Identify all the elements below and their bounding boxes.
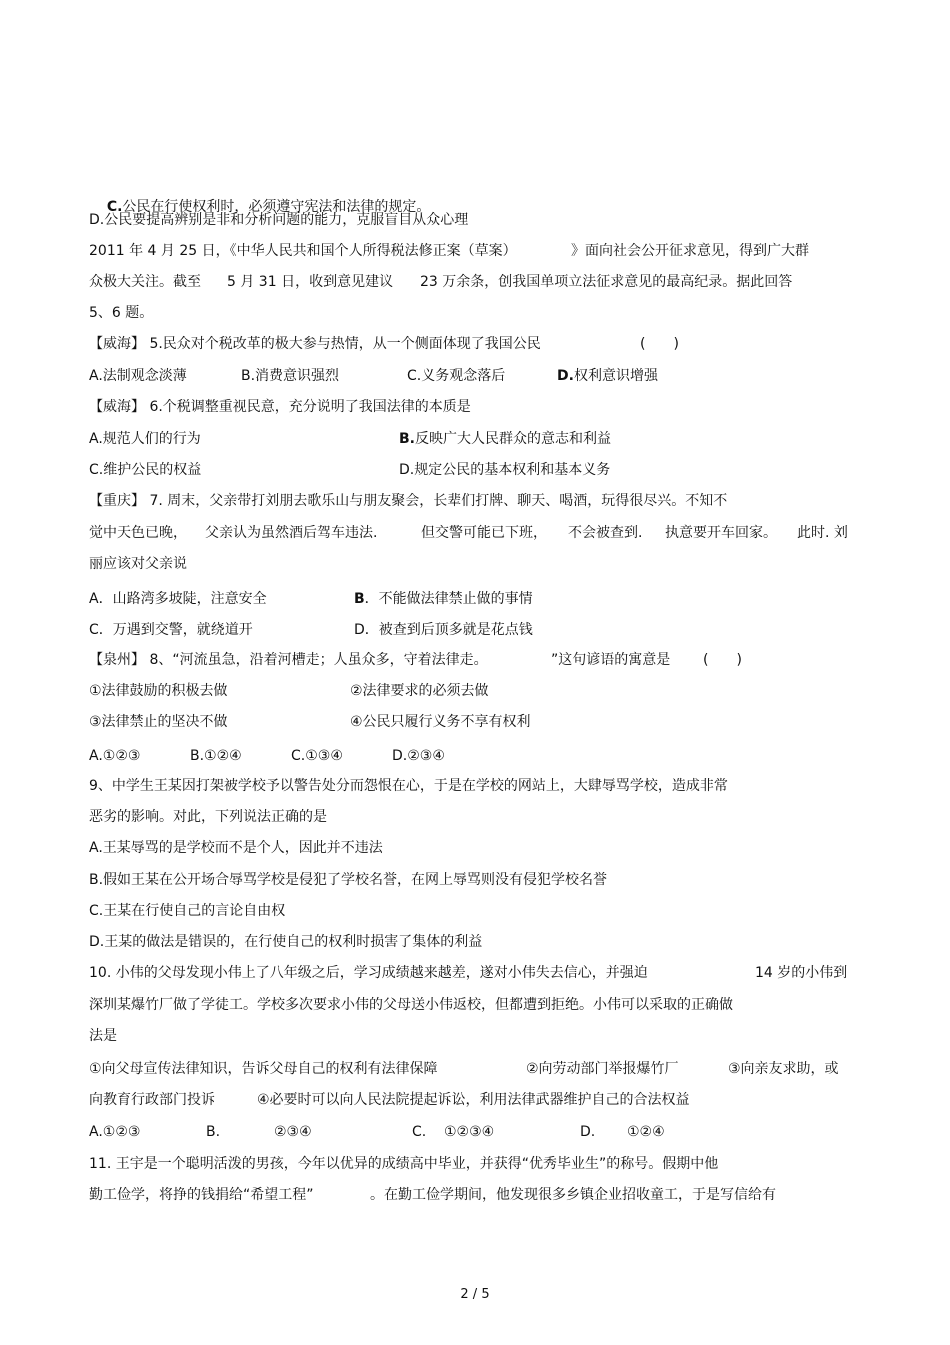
q5-option-d: [557, 367, 658, 385]
q8-statement-4: ④公民只履行义务不享有权利: [350, 714, 531, 730]
q8-statement-3: ③法律禁止的坚决不做: [89, 714, 228, 730]
question-7-line-2d: 不会被查到.: [568, 525, 643, 541]
q7-option-a: A．山路湾多坡陡，注意安全: [89, 591, 267, 607]
q5-option-c: C.义务观念落后: [407, 368, 506, 384]
q7-option-d: D．被查到后顶多就是花点钱: [354, 622, 533, 638]
q9-option-b: B.假如王某在公开场合辱骂学校是侵犯了学校名誉，在网上辱骂则没有侵犯学校名誉: [89, 872, 608, 888]
q9-option-a: A.王某辱骂的是学校而不是个人，因此并不违法: [89, 840, 383, 856]
q5-option-a: A.法制观念淡薄: [89, 368, 187, 384]
q8-option-b: B.①②④: [190, 748, 242, 764]
q8-statement-2: ②法律要求的必须去做: [350, 683, 489, 699]
q8-statement-1: ①法律鼓励的积极去做: [89, 683, 228, 699]
answer-paren: ( ): [703, 652, 742, 668]
q10-statement-4: ④必要时可以向人民法院提起诉讼，利用法律武器维护自己的合法权益: [257, 1092, 690, 1108]
q10-statement-2: ②向劳动部门举报爆竹厂: [526, 1061, 679, 1077]
option-text: ．不能做法律禁止做的事情: [364, 591, 533, 607]
q8-option-d: D.②③④: [392, 748, 445, 764]
q10-statement-3: ③向亲友求助，或: [728, 1061, 839, 1077]
q10-option-c-text: ①②③④: [444, 1124, 495, 1140]
q10-option-b-letter: B.: [206, 1124, 221, 1140]
question-7-line-2e: 执意要开车回家。: [665, 525, 777, 541]
question-8b: ”这句谚语的寓意是: [551, 652, 671, 668]
q7-option-c: C．万遇到交警，就绕道开: [89, 622, 253, 638]
q10-option-d-text: ①②④: [627, 1124, 665, 1140]
option-letter: B: [354, 591, 365, 607]
passage-line-1b: 》面向社会公开征求意见，得到广大群: [571, 243, 809, 259]
q8-option-a: A.①②③: [89, 748, 141, 764]
q10-statement-3-cont: 向教育行政部门投诉: [89, 1092, 215, 1108]
question-10-line-2: 深圳某爆竹厂做了学徒工。学校多次要求小伟的父母送小伟返校，但都遭到拒绝。小伟可以采取的正确做: [89, 997, 733, 1013]
question-6: 【威海】 6.个税调整重视民意，充分说明了我国法律的本质是: [89, 399, 471, 415]
q8-option-c: C.①③④: [291, 748, 343, 764]
q5-option-b: B.消费意识强烈: [241, 368, 340, 384]
question-10-line-3: 法是: [89, 1028, 117, 1044]
q10-statement-1: ①向父母宣传法律知识，告诉父母自己的权利有法律保障: [89, 1061, 438, 1077]
passage-line-2c: 23 万余条，创我国单项立法征求意见的最高纪录。据此回答: [420, 274, 793, 290]
question-10-line-1a: 10. 小伟的父母发现小伟上了八年级之后，学习成绩越来越差，遂对小伟失去信心，并强迫: [89, 965, 648, 981]
line-option-d: D.公民要提高辨别是非和分析问题的能力，克服盲目从众心理: [89, 212, 469, 228]
question-7-line-2b: 父亲认为虽然酒后驾车违法.: [205, 525, 378, 541]
question-11-line-2b: 。在勤工俭学期间，他发现很多乡镇企业招收童工，于是写信给有: [370, 1187, 776, 1203]
option-text: 权利意识增强: [573, 368, 658, 384]
question-9-line-1: 9、中学生王某因打架被学校予以警告处分而怨恨在心，于是在学校的网站上，大肆辱骂学校，造成非常: [89, 778, 728, 794]
option-letter: C.: [106, 199, 123, 215]
question-7-line-3: 丽应该对父亲说: [89, 556, 187, 572]
question-11-line-2a: 勤工俭学，将挣的钱捐给“希望工程”: [89, 1187, 314, 1203]
page-number: 2 / 5: [460, 1287, 490, 1302]
q6-option-d: D.规定公民的基本权利和基本义务: [399, 462, 611, 478]
q6-option-b: [399, 430, 611, 448]
option-letter: B.: [399, 431, 415, 447]
option-letter: D.: [557, 368, 574, 384]
question-10-line-1b: 14 岁的小伟到: [755, 965, 848, 981]
q10-option-d-letter: D.: [580, 1124, 596, 1140]
q6-option-c: C.维护公民的权益: [89, 462, 202, 478]
question-11-line-1: 11. 王宇是一个聪明活泼的男孩，今年以优异的成绩高中毕业，并获得“优秀毕业生”的称号。假期中他: [89, 1156, 719, 1172]
passage-line-2b: 5 月 31 日，收到意见建议: [227, 274, 394, 290]
q10-option-a: A.①②③: [89, 1124, 141, 1140]
q10-option-c-letter: C.: [412, 1124, 427, 1140]
passage-line-2a: 众极大关注。截至: [89, 274, 201, 290]
passage-line-1a: 2011 年 4 月 25 日，《中华人民共和国个人所得税法修正案（草案）: [89, 243, 517, 259]
question-9-line-2: 恶劣的影响。对此，下列说法正确的是: [89, 809, 327, 825]
question-5: 【威海】 5.民众对个税改革的极大参与热情，从一个侧面体现了我国公民: [89, 336, 541, 352]
q6-option-a: A.规范人们的行为: [89, 431, 201, 447]
question-7-line-2f: 此时. 刘: [797, 525, 848, 541]
q7-option-b: [354, 590, 533, 608]
line-option-c: [89, 180, 431, 215]
q10-option-b-text: ②③④: [274, 1124, 312, 1140]
question-7-line-1: 【重庆】 7. 周末，父亲带打刘朋去歌乐山与朋友聚会，长辈们打牌、聊天、喝酒，玩得很尽兴。不知不: [89, 493, 728, 509]
question-8a: 【泉州】 8、“河流虽急，沿着河槽走；人虽众多，守着法律走。: [89, 652, 488, 668]
answer-paren: ( ): [640, 336, 679, 352]
passage-line-3: 5、6 题。: [89, 305, 154, 321]
question-7-line-2a: 觉中天色已晚，: [89, 525, 187, 541]
option-text: 公民在行使权利时，必须遵守宪法和法律的规定。: [122, 199, 431, 215]
question-7-line-2c: 但交警可能已下班，: [421, 525, 547, 541]
q9-option-c: C.王某在行使自己的言论自由权: [89, 903, 286, 919]
option-text: 反映广大人民群众的意志和利益: [415, 431, 611, 447]
q9-option-d: D.王某的做法是错误的，在行使自己的权利时损害了集体的利益: [89, 934, 483, 950]
